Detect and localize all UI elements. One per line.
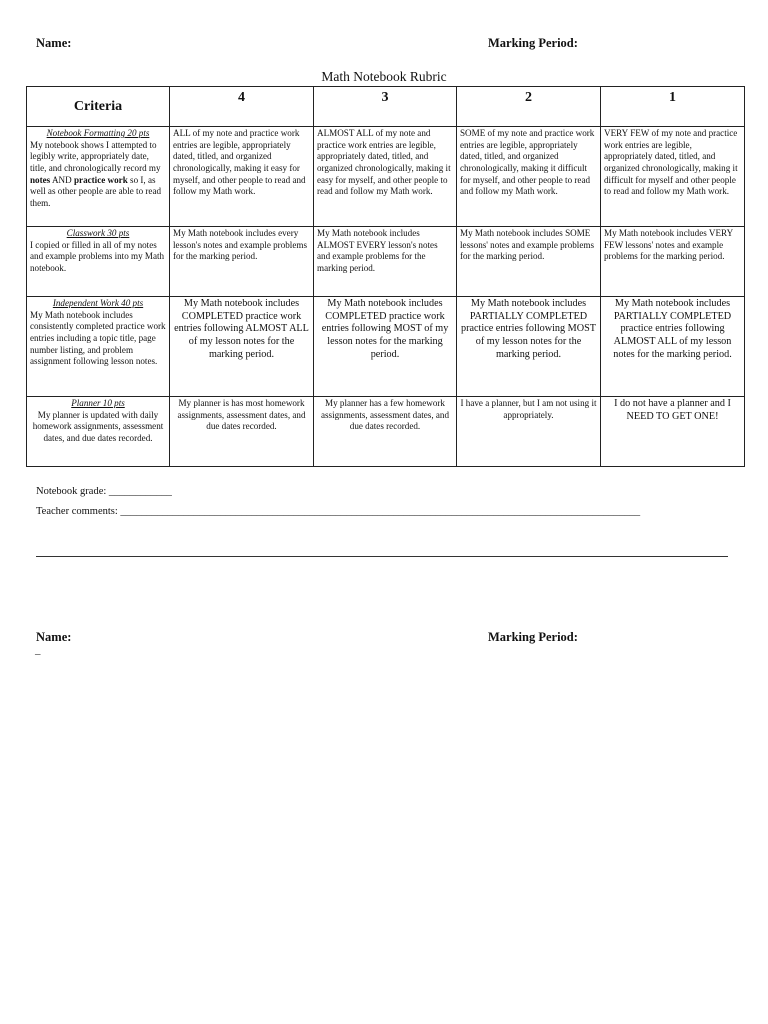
header-row — [27, 87, 745, 127]
rubric-cell: My Math notebook includes PARTIALLY COMPLETED practice entries following ALMOST ALL of my lesson notes for the marking period. — [601, 297, 745, 397]
comment-line — [36, 556, 728, 557]
criteria-cell-independent-work — [27, 297, 170, 397]
rubric-cell: My Math notebook includes SOME lessons' notes and example problems for the marking period. — [457, 227, 601, 297]
table-row — [27, 297, 745, 397]
criteria-desc: My notebook shows I attempted to legibly write, appropriately date, title, and chronologically record my — [30, 139, 161, 173]
footer-name-label: Name: — [36, 630, 72, 644]
table-row — [27, 227, 745, 297]
criteria-desc: so I, as well as other people are able to read them. — [30, 174, 162, 208]
criteria-cell-planner — [27, 397, 170, 467]
rubric-cell: My Math notebook includes every lesson's notes and example problems for the marking period. — [170, 227, 314, 297]
criteria-desc: My Math notebook includes consistently completed practice work entries including a topic title, page number listing, and problem assignment following lesson notes. — [30, 309, 166, 367]
criteria-desc-bold: practice work — [73, 174, 128, 185]
score-header-2: 2 — [457, 87, 601, 127]
criteria-name: Notebook Formatting 20 pts — [46, 128, 150, 138]
criteria-name: Planner 10 pts — [71, 398, 125, 408]
criteria-name: Classwork 30 pts — [66, 228, 130, 238]
table-row — [27, 397, 745, 467]
criteria-desc: AND — [50, 174, 74, 185]
teacher-comments-label: Teacher comments: ___________________________________________________________________________________________________ — [36, 506, 641, 517]
rubric-cell: My Math notebook includes VERY FEW lessons' notes and example problems for the marking period. — [601, 227, 745, 297]
table-row — [27, 127, 745, 227]
criteria-header: Criteria — [27, 87, 170, 127]
rubric-cell: My planner has a few homework assignments, assessment dates, and due dates recorded. — [314, 397, 457, 467]
rubric-cell: My Math notebook includes COMPLETED practice work entries following MOST of my lesson notes for the marking period. — [314, 297, 457, 397]
rubric-cell: My Math notebook includes ALMOST EVERY lesson's notes and example problems for the marking period. — [314, 227, 457, 297]
criteria-cell-notebook-formatting — [27, 127, 170, 227]
rubric-cell: I have a planner, but I am not using it appropriately. — [457, 397, 601, 467]
score-header-4: 4 — [170, 87, 314, 127]
criteria-name: Independent Work 40 pts — [52, 298, 144, 308]
criteria-cell-classwork — [27, 227, 170, 297]
criteria-desc: I copied or filled in all of my notes and example problems into my Math notebook. — [30, 239, 165, 273]
criteria-desc-bold: notes — [30, 174, 51, 185]
rubric-title: Math Notebook Rubric — [321, 69, 447, 84]
rubric-cell: ALL of my note and practice work entries are legible, appropriately dated, titled, and organized chronologically, making it easy for myself, and other people to read and follow my Math work. — [170, 127, 314, 227]
rubric-cell: ALMOST ALL of my note and practice work entries are legible, appropriately dated, titled, and organized chronologically, making it easy for myself, and other people to read and follow my Math work. — [314, 127, 457, 227]
footer-marking-period-label: Marking Period: — [488, 630, 578, 644]
rubric-cell: My Math notebook includes COMPLETED practice work entries following ALMOST ALL of my lesson notes for the marking period. — [170, 297, 314, 397]
score-header-1: 1 — [601, 87, 745, 127]
rubric-cell: My Math notebook includes PARTIALLY COMPLETED practice entries following MOST of my lesson notes for the marking period. — [457, 297, 601, 397]
rubric-table — [26, 86, 745, 467]
marking-period-label: Marking Period: — [488, 36, 578, 50]
rubric-cell: SOME of my note and practice work entries are legible, appropriately dated, titled, and organized chronologically, making it difficult for myself, and other people to read and follow my Math work. — [457, 127, 601, 227]
name-label: Name: — [36, 36, 72, 50]
score-header-3: 3 — [314, 87, 457, 127]
footer-dash: – — [35, 648, 41, 660]
rubric-cell: My planner is has most homework assignments, assessment dates, and due dates recorded. — [170, 397, 314, 467]
rubric-cell: VERY FEW of my note and practice work entries are legible, appropriately dated, titled, and organized chronologically, making it difficult for myself and other people to read and follow my Math work. — [601, 127, 745, 227]
notebook-grade-label: Notebook grade: ____________ — [36, 486, 172, 497]
rubric-cell: I do not have a planner and I NEED TO GET ONE! — [601, 397, 745, 467]
criteria-desc: My planner is updated with daily homework assignments, assessment dates, and due dates recorded. — [32, 409, 164, 443]
